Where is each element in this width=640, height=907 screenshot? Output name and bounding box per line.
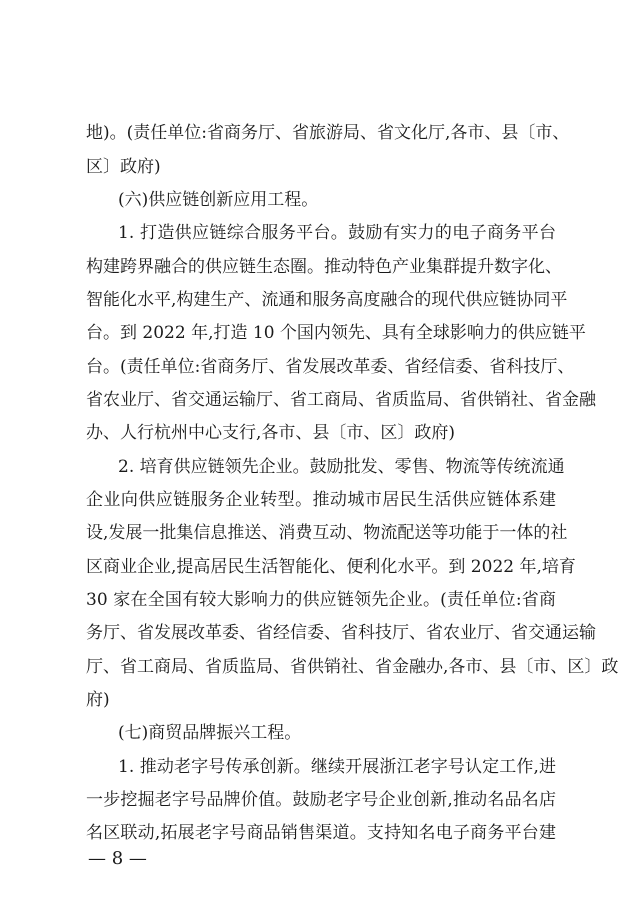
text-line-1: 地)。(责任单位:省商务厅、省旅游局、省文化厅,各市、县〔市、 (86, 123, 570, 143)
text-line-9: 省农业厅、省交通运输厅、省工商局、省质监局、省供销社、省金融 (86, 390, 596, 410)
text-line-18: 府) (86, 690, 110, 710)
text-line-21: 一步挖掘老字号品牌价值。鼓励老字号企业创新,推动名品名店 (86, 790, 556, 810)
section-heading-6: (六)供应链创新应用工程。 (118, 190, 319, 210)
text-line-11: 2. 培育供应链领先企业。鼓励批发、零售、物流等传统流通 (118, 457, 565, 477)
text-line-22: 名区联动,拓展老字号商品销售渠道。支持知名电子商务平台建 (86, 823, 556, 843)
text-line-20: 1. 推动老字号传承创新。继续开展浙江老字号认定工作,进 (118, 757, 556, 777)
text-line-15: 30 家在全国有较大影响力的供应链领先企业。(责任单位:省商 (86, 590, 556, 610)
text-line-10: 办、人行杭州中心支行,各市、县〔市、区〕政府) (86, 423, 456, 443)
text-line-7: 台。到 2022 年,打造 10 个国内领先、具有全球影响力的供应链平 (86, 323, 586, 343)
text-line-5: 构建跨界融合的供应链生态圈。推动特色产业集群提升数字化、 (86, 257, 562, 277)
text-line-8: 台。(责任单位:省商务厅、省发展改革委、省经信委、省科技厅、 (86, 357, 575, 377)
text-line-12: 企业向供应链服务企业转型。推动城市居民生活供应链体系建 (86, 490, 556, 510)
section-heading-7: (七)商贸品牌振兴工程。 (118, 723, 302, 743)
text-line-6: 智能化水平,构建生产、流通和服务高度融合的现代供应链协同平 (86, 290, 568, 310)
text-line-17: 厅、省工商局、省质监局、省供销社、省金融办,各市、县〔市、区〕政 (86, 657, 619, 677)
page-number: — 8 — (88, 848, 147, 869)
text-line-2: 区〕政府) (86, 157, 161, 177)
text-line-4: 1. 打造供应链综合服务平台。鼓励有实力的电子商务平台 (118, 223, 556, 243)
text-line-16: 务厅、省发展改革委、省经信委、省科技厅、省农业厅、省交通运输 (86, 623, 596, 643)
text-line-14: 区商业企业,提高居民生活智能化、便利化水平。到 2022 年,培育 (86, 557, 576, 577)
text-line-13: 设,发展一批集信息推送、消费互动、物流配送等功能于一体的社 (86, 523, 568, 543)
